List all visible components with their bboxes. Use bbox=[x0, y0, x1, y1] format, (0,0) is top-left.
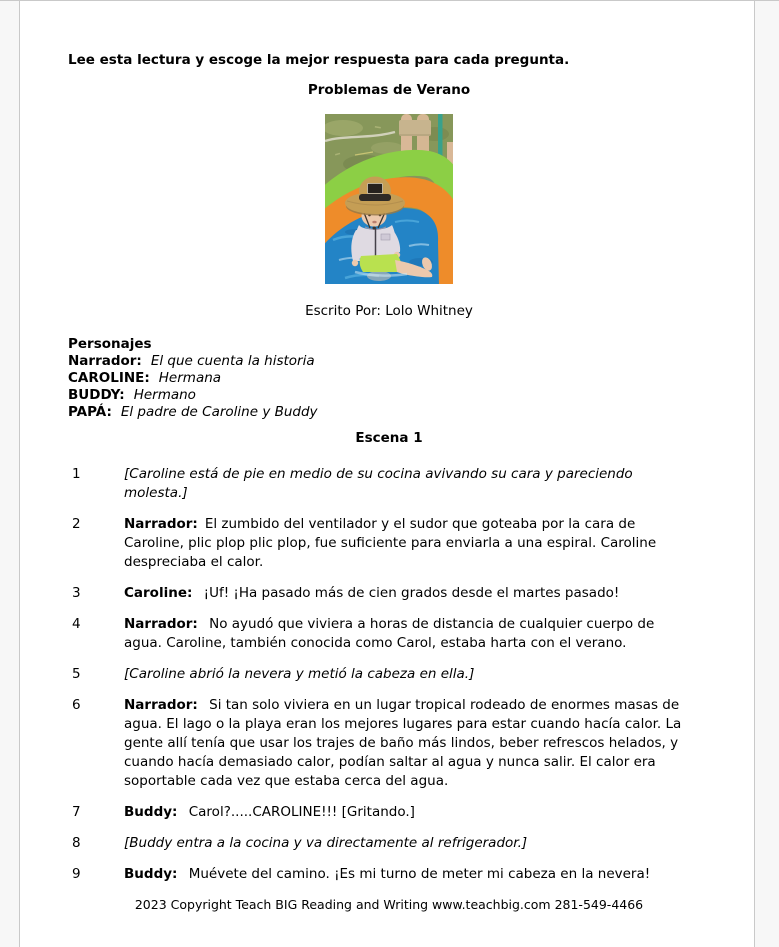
personaje-name: Narrador: bbox=[68, 353, 142, 369]
line-text: Muévete del camino. ¡Es mi turno de meter mi cabeza en la nevera! bbox=[184, 866, 651, 882]
byline: Escrito Por: Lolo Whitney bbox=[305, 303, 473, 319]
story-photo-container bbox=[68, 114, 710, 284]
line-number: 7 bbox=[72, 804, 81, 820]
personaje-row bbox=[68, 404, 710, 421]
script-line bbox=[68, 834, 710, 853]
script-line bbox=[68, 865, 710, 884]
line-number: 1 bbox=[72, 466, 81, 482]
personajes-heading: Personajes bbox=[68, 336, 152, 352]
speaker-name: Buddy: bbox=[124, 804, 178, 820]
line-text: No ayudó que viviera a horas de distancia de cualquier cuerpo de agua. Caroline, también conocida como Carol, estaba harta con el verano. bbox=[124, 616, 659, 651]
speaker-name: Caroline: bbox=[124, 585, 193, 601]
stage-direction: [Buddy entra a la cocina y va directamente al refrigerador.] bbox=[124, 835, 528, 851]
line-number: 8 bbox=[72, 835, 81, 851]
personaje-desc: El padre de Caroline y Buddy bbox=[120, 404, 318, 420]
personaje-name: PAPÁ: bbox=[68, 404, 112, 420]
stage-direction: [Caroline está de pie en medio de su cocina avivando su cara y pareciendo molesta.] bbox=[124, 466, 633, 501]
line-text: Carol?.....CAROLINE!!! [Gritando.] bbox=[184, 804, 415, 820]
personaje-name: BUDDY: bbox=[68, 387, 125, 403]
instruction-text: Lee esta lectura y escoge la mejor respuesta para cada pregunta. bbox=[68, 52, 570, 68]
line-number: 4 bbox=[72, 616, 81, 632]
personaje-row bbox=[68, 387, 710, 404]
line-text: Si tan solo viviera en un lugar tropical rodeado de enormes masas de agua. El lago o la playa eran los mejores lugares para estar cuando hacía calor. La gente allí tenía que usar los trajes de baño más lindos, beber refrescos helados, y cuando hacía demasiado calor, podían saltar al agua y nunca salir. El calor era soportable cada vez que estaba cerca del agua. bbox=[124, 697, 686, 789]
script-line bbox=[68, 584, 710, 603]
line-text: El zumbido del ventilador y el sudor que goteaba por la cara de Caroline, plic plop plic plop, fue suficiente para enviarla a una espiral. Caroline despreciaba el calor. bbox=[124, 516, 661, 570]
personaje-row bbox=[68, 370, 710, 387]
script-line bbox=[68, 515, 710, 572]
speaker-name: Narrador: bbox=[124, 697, 198, 713]
script-section bbox=[68, 465, 710, 884]
script-line bbox=[68, 615, 710, 653]
photo-baby-in-pool bbox=[325, 114, 453, 284]
document-page bbox=[19, 1, 755, 947]
page-content bbox=[20, 1, 754, 913]
speaker-name: Narrador: bbox=[124, 616, 198, 632]
scene-heading: Escena 1 bbox=[355, 430, 423, 446]
personaje-desc: Hermana bbox=[158, 370, 222, 386]
personaje-desc: Hermano bbox=[133, 387, 196, 403]
story-title: Problemas de Verano bbox=[307, 82, 471, 98]
script-line bbox=[68, 803, 710, 822]
stage-direction: [Caroline abrió la nevera y metió la cabeza en ella.] bbox=[124, 666, 475, 682]
line-text: ¡Uf! ¡Ha pasado más de cien grados desde el martes pasado! bbox=[199, 585, 620, 601]
script-line bbox=[68, 665, 710, 684]
personaje-row bbox=[68, 353, 710, 370]
personaje-desc: El que cuenta la historia bbox=[150, 353, 315, 369]
footer-text: 2023 Copyright Teach BIG Reading and Writing www.teachbig.com 281-549-4466 bbox=[134, 897, 644, 912]
line-number: 6 bbox=[72, 697, 81, 713]
script-line bbox=[68, 465, 710, 503]
personaje-name: CAROLINE: bbox=[68, 370, 150, 386]
personajes-section bbox=[68, 336, 710, 421]
script-line bbox=[68, 696, 710, 791]
line-number: 3 bbox=[72, 585, 81, 601]
line-number: 2 bbox=[72, 516, 81, 532]
line-number: 9 bbox=[72, 866, 81, 882]
speaker-name: Narrador: bbox=[124, 516, 198, 532]
speaker-name: Buddy: bbox=[124, 866, 178, 882]
line-number: 5 bbox=[72, 666, 81, 682]
